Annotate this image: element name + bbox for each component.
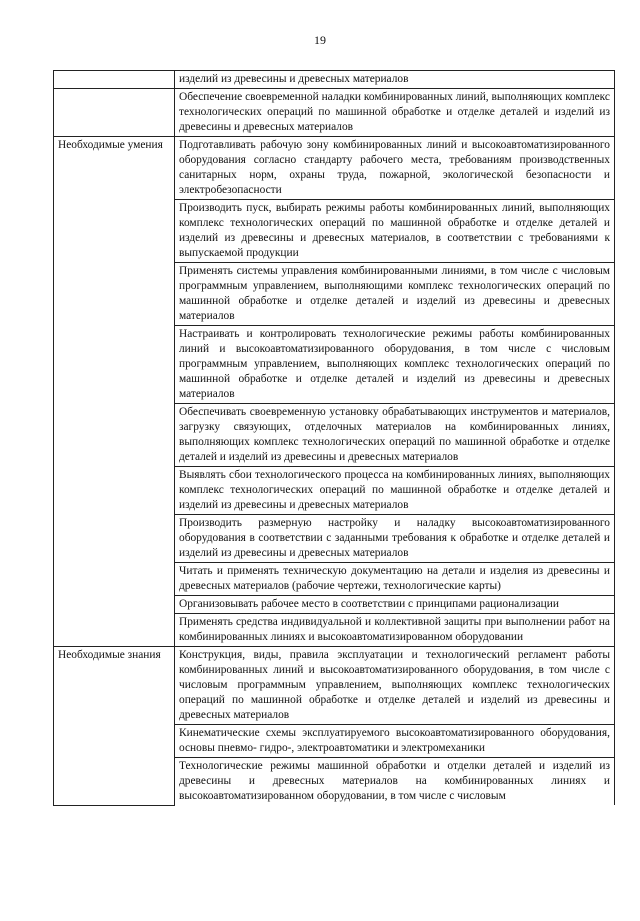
skill-cell: Применять системы управления комбинированными линиями, в том числе с числовым программным управлением, выполняющими комплекс технологических операций по машинной обработке и отделке деталей и изделий из древесины и древесных материалов <box>175 263 615 326</box>
skill-cell: Применять средства индивидуальной и коллективной защиты при выполнении работ на комбинированных линиях и высокоавтоматизированном оборудовании <box>175 614 615 647</box>
knowledge-label: Необходимые знания <box>54 647 175 806</box>
table-row <box>54 137 615 200</box>
table-cell: изделий из древесины и древесных материалов <box>175 71 615 89</box>
skill-cell: Выявлять сбои технологического процесса на комбинированных линиях, выполняющих комплекс технологических операций по машинной обработке и отделке деталей и изделий из древесины и древесных материалов <box>175 467 615 515</box>
table-row <box>54 71 615 89</box>
skill-cell: Обеспечивать своевременную установку обрабатывающих инструментов и материалов, загрузку связующих, отделочных материалов на комбинированных линиях, выполняющих комплекс технологических операций по машинной обработке и отделке деталей и изделий из древесины и древесных материалов <box>175 404 615 467</box>
skill-cell: Подготавливать рабочую зону комбинированных линий и высокоавтоматизированного оборудования согласно стандарту рабочего места, требованиям производственных санитарных норм, охраны труда, пожарной, экологической безопасности и электробезопасности <box>175 137 615 200</box>
skill-cell: Производить пуск, выбирать режимы работы комбинированных линий, выполняющих комплекс технологических операций по машинной обработке и отделке деталей и изделий из древесины и древесных материалов, в соответствии с требованиями к выпускаемой продукции <box>175 200 615 263</box>
knowledge-cell: Кинематические схемы эксплуатируемого высокоавтоматизированного оборудования, основы пневмо- гидро-, электроавтоматики и электромеханики <box>175 725 615 758</box>
skills-label: Необходимые умения <box>54 137 175 647</box>
skill-cell: Читать и применять техническую документацию на детали и изделия из древесины и древесных материалов (рабочие чертежи, технологические карты) <box>175 563 615 596</box>
table-row <box>54 647 615 725</box>
knowledge-cell: Конструкция, виды, правила эксплуатации и технологический регламент работы комбинированных линий и высокоавтоматизированного оборудования, в том числе с числовым программным управлением, выполняющих комплекс технологических операций по машинной обработке и отделке деталей и изделий из древесины и древесных материалов <box>175 647 615 725</box>
table-row <box>54 89 615 137</box>
skill-cell: Производить размерную настройку и наладку высокоавтоматизированного оборудования в соответствии с заданными требования к обработке и отделке деталей и изделий из древесины и древесных материалов <box>175 515 615 563</box>
knowledge-cell: Технологические режимы машинной обработки и отделки деталей и изделий из древесины и древесных материалов на комбинированных линиях и высокоавтоматизированном оборудовании, в том числе с числовым <box>175 758 615 806</box>
requirements-table <box>53 70 615 806</box>
skill-cell: Организовывать рабочее место в соответствии с принципами рационализации <box>175 596 615 614</box>
skill-cell: Настраивать и контролировать технологические режимы работы комбинированных линий и высокоавтоматизированного оборудования, в том числе с числовым программным управлением, выполняющих комплекс технологических операций по машинной обработке и отделке деталей и изделий из древесины и древесных материалов <box>175 326 615 404</box>
row-label <box>54 89 175 137</box>
row-label <box>54 71 175 89</box>
page-number: 19 <box>314 33 326 47</box>
table-cell: Обеспечение своевременной наладки комбинированных линий, выполняющих комплекс технологических операций по машинной обработке и отделке деталей и изделий из древесины и древесных материалов <box>175 89 615 137</box>
